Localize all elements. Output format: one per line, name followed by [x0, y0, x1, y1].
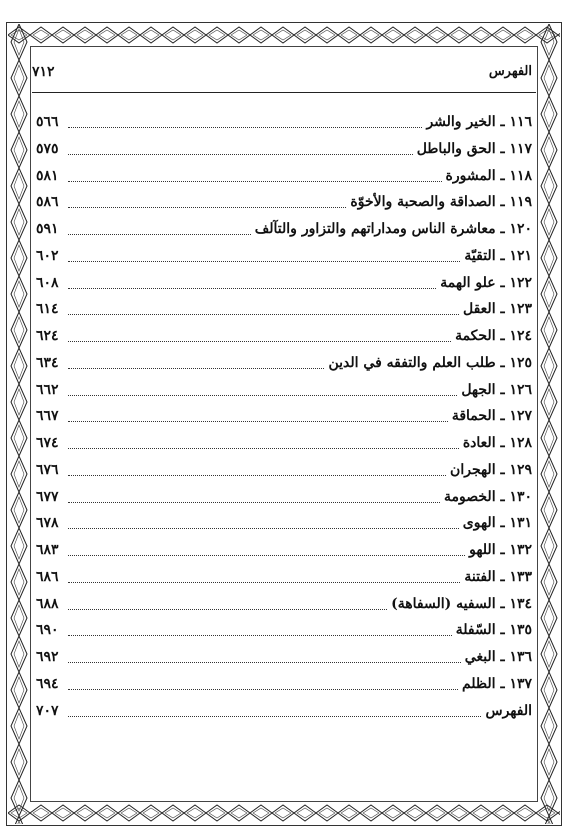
toc-entry-page: ٦٢٤ [36, 328, 59, 344]
dot-leader [68, 234, 251, 235]
toc-entry-title: ١٣٧ ـ الظلم [461, 675, 532, 692]
toc-entry-title: ١٢٣ ـ العقل [462, 301, 532, 318]
dot-leader [68, 421, 448, 422]
dot-leader [68, 475, 446, 476]
dot-leader [68, 314, 459, 315]
toc-entry-title: ١٢٩ ـ الهجران [450, 461, 532, 478]
toc-entry-title: ١٣١ ـ الهوى [462, 515, 532, 532]
decorative-border-left [8, 24, 30, 824]
toc-entry-title: ١٢٥ ـ طلب العلم والتفقه في الدين [328, 354, 532, 371]
dot-leader [68, 368, 324, 369]
toc-entry-page: ٥٦٦ [36, 114, 59, 130]
toc-entry[interactable] [36, 542, 532, 569]
toc-entry-title: ١٢٧ ـ الحماقة [451, 408, 532, 425]
dot-leader [68, 528, 459, 529]
dot-leader [68, 395, 457, 396]
toc-entry-title: ١٣٤ ـ السفيه (السفاهة) [391, 595, 532, 612]
dot-leader [68, 502, 440, 503]
toc-entry[interactable] [36, 596, 532, 623]
toc-entry-title: الفهرس [485, 702, 532, 719]
toc-entry-title: ١٣٢ ـ اللهو [469, 542, 532, 558]
toc-entry[interactable] [36, 408, 532, 435]
toc-entry[interactable] [36, 248, 532, 275]
toc-entry[interactable] [36, 221, 532, 248]
toc-entry-page: ٦٣٤ [36, 354, 59, 371]
toc-entry-title: ١٣٣ ـ الفتنة [464, 568, 532, 585]
toc-entry[interactable] [36, 676, 532, 703]
toc-entry-title: ١٢١ ـ التقيّة [464, 247, 532, 264]
toc-entry-title: ١٣٠ ـ الخصومة [444, 488, 532, 505]
toc-entry[interactable] [36, 301, 532, 328]
header-divider [32, 92, 536, 93]
toc-entry-title: ١٣٦ ـ البغي [464, 649, 532, 665]
toc-entry-page: ٦٠٢ [36, 247, 59, 264]
toc-entry-title: ١٢٨ ـ العادة [462, 435, 532, 451]
page-header [32, 64, 532, 84]
table-of-contents [36, 114, 532, 729]
toc-entry[interactable] [36, 141, 532, 168]
toc-entry[interactable] [36, 435, 532, 462]
toc-entry[interactable] [36, 462, 532, 489]
toc-entry-page: ٦٧٧ [36, 488, 59, 505]
toc-entry-page: ٦٨٦ [36, 568, 59, 585]
toc-entry-title: ١١٦ ـ الخير والشر [426, 114, 532, 130]
toc-entry-title: ١٢٢ ـ علو الهمة [440, 274, 532, 291]
dot-leader [68, 207, 346, 208]
toc-entry-page: ٦٦٢ [36, 381, 59, 398]
toc-entry[interactable] [36, 355, 532, 382]
dot-leader [68, 662, 461, 663]
decorative-border-bottom [8, 802, 560, 824]
dot-leader [68, 555, 465, 556]
toc-entry[interactable] [36, 275, 532, 302]
toc-entry-page: ٦٨٨ [36, 595, 59, 612]
toc-entry-page: ٦٠٨ [36, 274, 59, 291]
toc-entry-page: ٥٩١ [36, 221, 59, 237]
toc-entry-page: ٥٧٥ [36, 140, 59, 157]
toc-entry-page: ٦٧٨ [36, 515, 59, 532]
toc-entry-title: ١٢٠ ـ معاشرة الناس ومداراتهم والتزاور والتآلف [254, 221, 532, 237]
toc-entry-page: ٦٧٦ [36, 461, 59, 478]
toc-entry[interactable] [36, 622, 532, 649]
running-head: الفهرس [488, 64, 532, 79]
toc-entry-page: ٦٨٣ [36, 542, 59, 558]
dot-leader [68, 582, 460, 583]
decorative-border-right [538, 24, 560, 824]
toc-entry-page: ٦٩٤ [36, 675, 59, 692]
toc-entry-page: ٦٦٧ [36, 408, 59, 425]
toc-entry-title: ١٢٤ ـ الحكمة [455, 328, 532, 344]
dot-leader [68, 261, 460, 262]
toc-entry[interactable] [36, 168, 532, 195]
dot-leader [68, 154, 413, 155]
dot-leader [68, 448, 459, 449]
toc-entry[interactable] [36, 382, 532, 409]
toc-entry-title: ١١٨ ـ المشورة [445, 167, 532, 184]
dot-leader [68, 288, 436, 289]
page-number: ٧١٢ [32, 64, 55, 80]
toc-entry-title: ١١٩ ـ الصداقة والصحبة والأخوّة [350, 194, 532, 211]
toc-entry[interactable] [36, 489, 532, 516]
dot-leader [68, 127, 422, 128]
toc-entry-page: ٥٨٦ [36, 194, 59, 211]
toc-entry-title: ١٣٥ ـ السّفلة [455, 622, 532, 639]
toc-entry-page: ٦٧٤ [36, 435, 59, 451]
dot-leader [68, 635, 452, 636]
toc-entry-page: ٥٨١ [36, 167, 59, 184]
toc-entry[interactable] [36, 569, 532, 596]
toc-entry[interactable] [36, 515, 532, 542]
dot-leader [68, 341, 451, 342]
toc-entry-page: ٦٩٢ [36, 649, 59, 665]
dot-leader [68, 716, 481, 717]
toc-entry[interactable] [36, 703, 532, 730]
toc-entry[interactable] [36, 114, 532, 141]
toc-entry-page: ٧٠٧ [36, 702, 59, 719]
toc-entry-page: ٦٩٠ [36, 622, 59, 639]
decorative-border-top [8, 24, 560, 46]
toc-entry-page: ٦١٤ [36, 301, 59, 318]
dot-leader [68, 689, 458, 690]
toc-entry[interactable] [36, 649, 532, 676]
toc-entry[interactable] [36, 328, 532, 355]
toc-entry[interactable] [36, 194, 532, 221]
toc-entry-title: ١١٧ ـ الحق والباطل [416, 140, 532, 157]
toc-entry-title: ١٢٦ ـ الجهل [461, 381, 532, 398]
dot-leader [68, 181, 442, 182]
dot-leader [68, 609, 387, 610]
